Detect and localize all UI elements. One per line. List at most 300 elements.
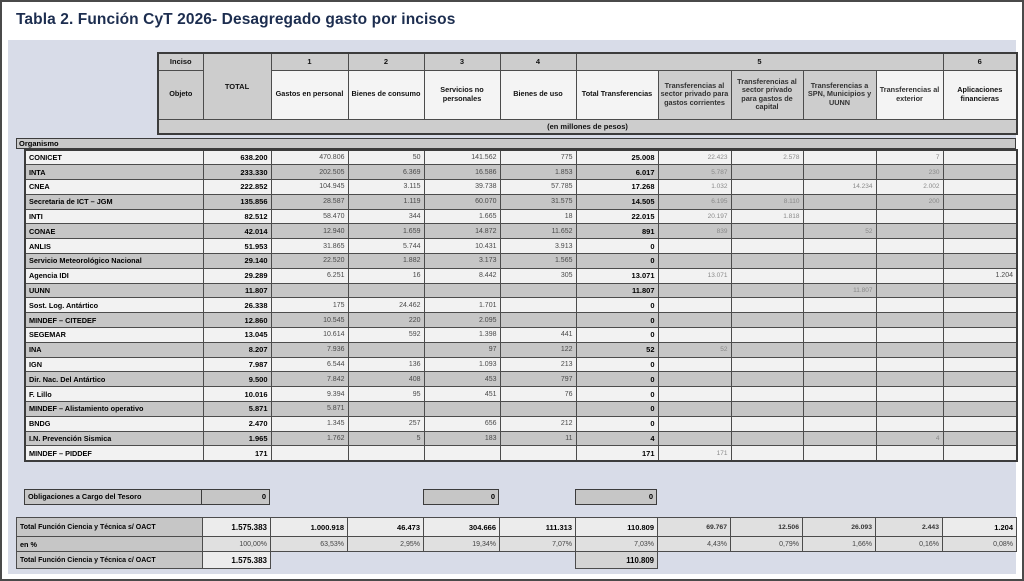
value-cell: 1.659 xyxy=(348,224,424,239)
value-cell: 2.470 xyxy=(203,416,271,431)
total-con-oact-row-label: Total Función Ciencia y Técnica c/ OACT xyxy=(17,552,203,569)
col-header-bienes-uso: Bienes de uso xyxy=(500,70,576,119)
value-cell: 13.071 xyxy=(658,268,731,283)
org-label-cell: Sost. Log. Antártico xyxy=(25,298,203,313)
inciso-number-4: 4 xyxy=(500,53,576,70)
total-sin-oact-row xyxy=(17,518,1017,537)
value-cell: 4 xyxy=(876,431,943,446)
value-cell xyxy=(424,283,500,298)
value-cell: 656 xyxy=(424,416,500,431)
value-cell: 10.016 xyxy=(203,387,271,402)
value-cell: 10.614 xyxy=(271,328,348,343)
value-cell xyxy=(803,268,876,283)
value-cell: 891 xyxy=(576,224,658,239)
value-cell xyxy=(658,239,731,254)
value-cell: 5.871 xyxy=(271,402,348,417)
table-row xyxy=(25,446,1017,461)
value-cell: 470.806 xyxy=(271,150,348,165)
value-cell: 1.398 xyxy=(424,328,500,343)
org-label-cell: INA xyxy=(25,342,203,357)
value-cell xyxy=(348,446,424,461)
org-label-cell: SEGEMAR xyxy=(25,328,203,343)
value-cell: 3.913 xyxy=(500,239,576,254)
org-label-cell: I.N. Prevención Sismica xyxy=(25,431,203,446)
value-cell xyxy=(658,372,731,387)
value-cell xyxy=(731,402,803,417)
totals-table-body xyxy=(17,518,1017,569)
total-sin-oact-row-value: 304.666 xyxy=(424,518,500,537)
value-cell xyxy=(500,446,576,461)
org-table-body xyxy=(25,150,1017,461)
org-label-cell: CONAE xyxy=(25,224,203,239)
org-label-cell: MINDEF – Alistamiento operativo xyxy=(25,402,203,417)
value-cell: 230 xyxy=(876,165,943,180)
value-cell: 0 xyxy=(576,416,658,431)
value-cell xyxy=(943,180,1017,195)
total-con-oact-row-value xyxy=(803,552,876,569)
table-row xyxy=(25,165,1017,180)
value-cell xyxy=(943,254,1017,269)
corner-objeto-label: Objeto xyxy=(158,70,203,119)
value-cell: 22.423 xyxy=(658,150,731,165)
value-cell: 25.008 xyxy=(576,150,658,165)
value-cell: 12.860 xyxy=(203,313,271,328)
value-cell xyxy=(731,431,803,446)
table-row xyxy=(25,431,1017,446)
value-cell xyxy=(943,194,1017,209)
table-row xyxy=(25,239,1017,254)
total-column-header: TOTAL xyxy=(203,53,271,119)
value-cell: 5.871 xyxy=(203,402,271,417)
col-header-transf-exterior: Transferencias al exterior xyxy=(876,70,943,119)
value-cell: 12.940 xyxy=(271,224,348,239)
value-cell: 212 xyxy=(500,416,576,431)
value-cell: 10.545 xyxy=(271,313,348,328)
value-cell: 0 xyxy=(576,313,658,328)
value-cell: 10.431 xyxy=(424,239,500,254)
value-cell: 104.945 xyxy=(271,180,348,195)
value-cell: 839 xyxy=(658,224,731,239)
value-cell: 183 xyxy=(424,431,500,446)
value-cell: 58.470 xyxy=(271,209,348,224)
value-cell xyxy=(348,283,424,298)
value-cell xyxy=(271,446,348,461)
value-cell: 51.953 xyxy=(203,239,271,254)
value-cell xyxy=(803,357,876,372)
value-cell xyxy=(731,328,803,343)
percent-row-value: 63,53% xyxy=(271,537,348,552)
value-cell: 2.095 xyxy=(424,313,500,328)
value-cell: 4 xyxy=(576,431,658,446)
value-cell xyxy=(943,283,1017,298)
value-cell: 18 xyxy=(500,209,576,224)
org-label-cell: IGN xyxy=(25,357,203,372)
value-cell xyxy=(803,416,876,431)
org-label-cell: Servicio Meteorológico Nacional xyxy=(25,254,203,269)
value-cell: 220 xyxy=(348,313,424,328)
value-cell xyxy=(658,283,731,298)
units-note: (en millones de pesos) xyxy=(158,119,1017,134)
value-cell xyxy=(803,387,876,402)
value-cell: 11 xyxy=(500,431,576,446)
total-con-oact-row-value xyxy=(731,552,803,569)
value-cell xyxy=(876,209,943,224)
value-cell xyxy=(876,224,943,239)
value-cell: 17.268 xyxy=(576,180,658,195)
value-cell xyxy=(876,239,943,254)
value-cell: 171 xyxy=(658,446,731,461)
org-label-cell: INTA xyxy=(25,165,203,180)
value-cell xyxy=(876,283,943,298)
value-cell: 1.853 xyxy=(500,165,576,180)
value-cell: 9.500 xyxy=(203,372,271,387)
percent-row-value: 0,79% xyxy=(731,537,803,552)
value-cell xyxy=(876,416,943,431)
value-cell: 2.002 xyxy=(876,180,943,195)
value-cell: 13.045 xyxy=(203,328,271,343)
value-cell xyxy=(803,372,876,387)
org-label-cell: UUNN xyxy=(25,283,203,298)
total-con-oact-row-value: 1.575.383 xyxy=(203,552,271,569)
table-row xyxy=(25,180,1017,195)
org-label-cell: F. Lillo xyxy=(25,387,203,402)
tesoro-transferencias-cell: 0 xyxy=(575,489,657,505)
value-cell xyxy=(803,313,876,328)
value-cell: 797 xyxy=(500,372,576,387)
value-cell: 14.505 xyxy=(576,194,658,209)
percent-row-label: en % xyxy=(17,537,203,552)
table-row xyxy=(25,150,1017,165)
percent-row-value: 0,08% xyxy=(943,537,1017,552)
value-cell: 22.015 xyxy=(576,209,658,224)
tesoro-label: Obligaciones a Cargo del Tesoro xyxy=(24,489,202,505)
value-cell xyxy=(943,165,1017,180)
value-cell: 11.652 xyxy=(500,224,576,239)
value-cell xyxy=(731,416,803,431)
value-cell: 1.701 xyxy=(424,298,500,313)
percent-row-value: 0,16% xyxy=(876,537,943,552)
value-cell xyxy=(658,416,731,431)
value-cell: 16 xyxy=(348,268,424,283)
org-label-cell: CNEA xyxy=(25,180,203,195)
value-cell: 6.251 xyxy=(271,268,348,283)
value-cell: 29.289 xyxy=(203,268,271,283)
value-cell xyxy=(943,357,1017,372)
table-row xyxy=(25,254,1017,269)
table-row xyxy=(25,194,1017,209)
value-cell: 0 xyxy=(576,357,658,372)
value-cell xyxy=(731,254,803,269)
value-cell xyxy=(876,268,943,283)
table-row xyxy=(25,268,1017,283)
value-cell xyxy=(803,446,876,461)
org-label-cell: INTI xyxy=(25,209,203,224)
value-cell xyxy=(658,387,731,402)
value-cell xyxy=(424,402,500,417)
value-cell: 1.345 xyxy=(271,416,348,431)
value-cell: 31.575 xyxy=(500,194,576,209)
total-con-oact-row-value xyxy=(271,552,348,569)
value-cell xyxy=(731,239,803,254)
value-cell: 0 xyxy=(576,402,658,417)
col-header-aplicaciones: Aplicaciones financieras xyxy=(943,70,1017,119)
value-cell: 122 xyxy=(500,342,576,357)
value-cell: 202.505 xyxy=(271,165,348,180)
total-con-oact-row-value xyxy=(348,552,424,569)
total-sin-oact-row-value: 1.575.383 xyxy=(203,518,271,537)
col-header-total-transferencias: Total Transferencias xyxy=(576,70,658,119)
value-cell xyxy=(803,239,876,254)
value-cell: 8.442 xyxy=(424,268,500,283)
col-header-gastos-personal: Gastos en personal xyxy=(271,70,348,119)
value-cell xyxy=(803,165,876,180)
total-sin-oact-row-value: 46.473 xyxy=(348,518,424,537)
percent-row-value: 2,95% xyxy=(348,537,424,552)
value-cell xyxy=(943,402,1017,417)
tesoro-row xyxy=(24,489,270,505)
value-cell xyxy=(658,328,731,343)
header-table xyxy=(157,52,1018,135)
value-cell xyxy=(658,431,731,446)
value-cell xyxy=(876,254,943,269)
total-con-oact-row-value: 110.809 xyxy=(576,552,658,569)
value-cell xyxy=(943,431,1017,446)
value-cell xyxy=(731,313,803,328)
value-cell: 0 xyxy=(576,372,658,387)
tesoro-servicios-cell: 0 xyxy=(423,489,499,505)
value-cell: 50 xyxy=(348,150,424,165)
value-cell xyxy=(803,328,876,343)
percent-row-value: 7,03% xyxy=(576,537,658,552)
value-cell xyxy=(803,150,876,165)
value-cell xyxy=(803,298,876,313)
col-header-servicios: Servicios no personales xyxy=(424,70,500,119)
value-cell: 11.807 xyxy=(203,283,271,298)
value-cell: 3.173 xyxy=(424,254,500,269)
value-cell: 141.562 xyxy=(424,150,500,165)
value-cell xyxy=(943,209,1017,224)
value-cell: 52 xyxy=(658,342,731,357)
value-cell: 29.140 xyxy=(203,254,271,269)
value-cell xyxy=(658,313,731,328)
value-cell xyxy=(803,209,876,224)
total-sin-oact-row-value: 12.506 xyxy=(731,518,803,537)
value-cell xyxy=(943,416,1017,431)
value-cell: 451 xyxy=(424,387,500,402)
value-cell xyxy=(876,446,943,461)
value-cell: 1.882 xyxy=(348,254,424,269)
value-cell: 6.017 xyxy=(576,165,658,180)
value-cell: 82.512 xyxy=(203,209,271,224)
table-row xyxy=(25,402,1017,417)
total-sin-oact-row-value: 1.000.918 xyxy=(271,518,348,537)
value-cell: 200 xyxy=(876,194,943,209)
value-cell: 6.195 xyxy=(658,194,731,209)
value-cell: 233.330 xyxy=(203,165,271,180)
value-cell xyxy=(803,194,876,209)
value-cell: 171 xyxy=(576,446,658,461)
value-cell: 1.818 xyxy=(731,209,803,224)
value-cell xyxy=(731,342,803,357)
value-cell: 6.369 xyxy=(348,165,424,180)
value-cell: 26.338 xyxy=(203,298,271,313)
percent-row-value: 1,66% xyxy=(803,537,876,552)
value-cell: 7.936 xyxy=(271,342,348,357)
value-cell xyxy=(731,357,803,372)
value-cell: 0 xyxy=(576,298,658,313)
value-cell xyxy=(876,298,943,313)
value-cell: 31.865 xyxy=(271,239,348,254)
total-con-oact-row-value xyxy=(424,552,500,569)
value-cell xyxy=(731,283,803,298)
value-cell xyxy=(348,402,424,417)
total-con-oact-row-value xyxy=(943,552,1017,569)
value-cell xyxy=(876,387,943,402)
total-sin-oact-row-value: 110.809 xyxy=(576,518,658,537)
total-con-oact-row-value xyxy=(658,552,731,569)
value-cell xyxy=(658,402,731,417)
value-cell xyxy=(876,342,943,357)
value-cell: 257 xyxy=(348,416,424,431)
total-con-oact-row-value xyxy=(876,552,943,569)
value-cell: 7.987 xyxy=(203,357,271,372)
value-cell: 453 xyxy=(424,372,500,387)
col-header-transf-priv-corrientes: Transferencias al sector privado para gastos corrientes xyxy=(658,70,731,119)
total-sin-oact-row-value: 26.093 xyxy=(803,518,876,537)
value-cell: 0 xyxy=(576,387,658,402)
org-label-cell: ANLIS xyxy=(25,239,203,254)
value-cell: 7.842 xyxy=(271,372,348,387)
value-cell: 8.207 xyxy=(203,342,271,357)
value-cell xyxy=(803,431,876,446)
table-row xyxy=(25,357,1017,372)
value-cell: 13.071 xyxy=(576,268,658,283)
value-cell xyxy=(803,254,876,269)
value-cell xyxy=(943,342,1017,357)
corner-inciso-label: Inciso xyxy=(158,53,203,70)
value-cell xyxy=(731,268,803,283)
value-cell: 344 xyxy=(348,209,424,224)
value-cell xyxy=(943,446,1017,461)
value-cell: 7 xyxy=(876,150,943,165)
value-cell: 57.785 xyxy=(500,180,576,195)
value-cell xyxy=(943,224,1017,239)
value-cell xyxy=(731,180,803,195)
value-cell: 11.807 xyxy=(803,283,876,298)
value-cell: 5.744 xyxy=(348,239,424,254)
value-cell: 222.852 xyxy=(203,180,271,195)
value-cell xyxy=(943,298,1017,313)
inciso-number-2: 2 xyxy=(348,53,424,70)
col-header-transf-spn: Transferencias a SPN, Municipios y UUNN xyxy=(803,70,876,119)
value-cell xyxy=(500,402,576,417)
value-cell: 175 xyxy=(271,298,348,313)
value-cell: 1.565 xyxy=(500,254,576,269)
value-cell xyxy=(876,357,943,372)
inciso-number-3: 3 xyxy=(424,53,500,70)
percent-row-value: 100,00% xyxy=(203,537,271,552)
value-cell xyxy=(943,150,1017,165)
value-cell xyxy=(943,313,1017,328)
value-cell xyxy=(500,298,576,313)
value-cell xyxy=(500,313,576,328)
value-cell: 16.586 xyxy=(424,165,500,180)
value-cell: 22.520 xyxy=(271,254,348,269)
value-cell: 1.965 xyxy=(203,431,271,446)
value-cell: 1.119 xyxy=(348,194,424,209)
value-cell: 1.665 xyxy=(424,209,500,224)
value-cell: 0 xyxy=(576,328,658,343)
value-cell xyxy=(876,402,943,417)
value-cell xyxy=(876,313,943,328)
value-cell xyxy=(271,283,348,298)
value-cell: 52 xyxy=(576,342,658,357)
value-cell xyxy=(348,342,424,357)
inciso-number-5: 5 xyxy=(576,53,943,70)
value-cell: 39.738 xyxy=(424,180,500,195)
org-label-cell: MINDEF – CITEDEF xyxy=(25,313,203,328)
table-row xyxy=(25,224,1017,239)
value-cell: 1.032 xyxy=(658,180,731,195)
value-cell: 95 xyxy=(348,387,424,402)
value-cell: 5 xyxy=(348,431,424,446)
value-cell xyxy=(943,387,1017,402)
value-cell: 28.587 xyxy=(271,194,348,209)
table-row xyxy=(25,342,1017,357)
value-cell: 11.807 xyxy=(576,283,658,298)
value-cell xyxy=(803,342,876,357)
org-label-cell: BNDG xyxy=(25,416,203,431)
value-cell: 60.070 xyxy=(424,194,500,209)
value-cell: 3.115 xyxy=(348,180,424,195)
value-cell xyxy=(658,357,731,372)
value-cell xyxy=(876,372,943,387)
org-label-cell: Dir. Nac. Del Antártico xyxy=(25,372,203,387)
value-cell: 9.394 xyxy=(271,387,348,402)
total-sin-oact-row-value: 69.767 xyxy=(658,518,731,537)
organismos-table xyxy=(24,149,1018,462)
total-sin-oact-row-value: 1.204 xyxy=(943,518,1017,537)
value-cell: 592 xyxy=(348,328,424,343)
total-con-oact-row xyxy=(17,552,1017,569)
page-title: Tabla 2. Función CyT 2026- Desagregado gasto por incisos xyxy=(16,11,456,28)
value-cell: 213 xyxy=(500,357,576,372)
value-cell: 24.462 xyxy=(348,298,424,313)
table-row xyxy=(25,298,1017,313)
total-con-oact-row-value xyxy=(500,552,576,569)
value-cell: 135.856 xyxy=(203,194,271,209)
table-row xyxy=(25,328,1017,343)
value-cell xyxy=(731,298,803,313)
table-row xyxy=(25,283,1017,298)
value-cell: 136 xyxy=(348,357,424,372)
value-cell: 1.204 xyxy=(943,268,1017,283)
value-cell xyxy=(658,254,731,269)
value-cell xyxy=(731,224,803,239)
value-cell xyxy=(943,372,1017,387)
value-cell: 14.872 xyxy=(424,224,500,239)
value-cell: 76 xyxy=(500,387,576,402)
col-header-transf-priv-capital: Transferencias al sector privado para gastos de capital xyxy=(731,70,803,119)
col-header-bienes-consumo: Bienes de consumo xyxy=(348,70,424,119)
value-cell: 5.787 xyxy=(658,165,731,180)
value-cell xyxy=(731,446,803,461)
value-cell: 14.234 xyxy=(803,180,876,195)
percent-row xyxy=(17,537,1017,552)
value-cell xyxy=(803,402,876,417)
value-cell: 6.544 xyxy=(271,357,348,372)
value-cell: 775 xyxy=(500,150,576,165)
